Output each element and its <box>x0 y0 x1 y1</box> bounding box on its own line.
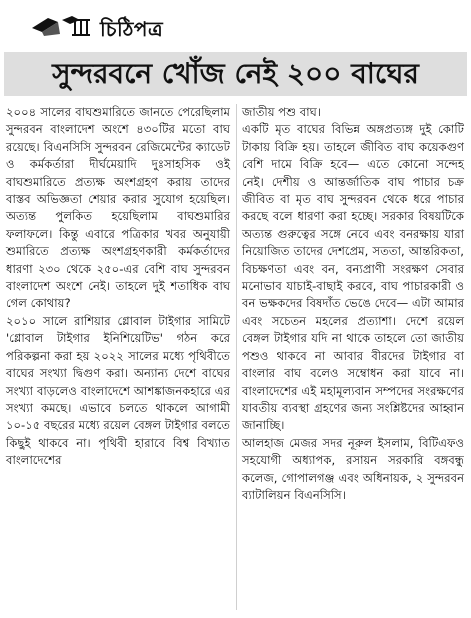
open-book-icon <box>30 14 92 38</box>
section-title: চিঠিপত্র <box>100 17 164 41</box>
paragraph: ২০০৪ সালের বাঘশুমারিতে জানতে পেরেছিলাম সুন্দরবন বাংলাদেশ অংশে ৪৩০টির মতো বাঘ রয়েছে। বিএনসিসি সুন্দরবন রেজিমেন্টের ক্যাডেট ও কর্মকর্তারা দীর্ঘমেয়াদি দুঃসাহসিক ওই বাঘশুমারিতে প্রত্যক্ষ অংশগ্রহণ করায় তাদের বাস্তব অভিজ্ঞতা শেয়ার করার সুযোগ হয়েছিল। অত্যন্ত পুলকিত হয়েছিলাম বাঘশুমারির ফলাফলে। কিন্তু এবারে পত্রিকার খবর অনুযায়ী শুমারিতে প্রত্যক্ষ অংশগ্রহণকারী কর্মকর্তাদের ধারণা ২৩০ থেকে ২৫০-এর বেশি বাঘ সুন্দরবন বাংলাদেশ অংশে নেই। তাহলে দুই শতাধিক বাঘ গেল কোথায়? <box>6 105 230 311</box>
article-column-left <box>6 104 230 470</box>
paragraph: ২০১০ সালে রাশিয়ার গ্লোবাল টাইগার সামিটে 'গ্লোবাল টাইগার ইনিশিয়েটিভ' গঠন করে পরিকল্পনা করা হয় ২০২২ সালের মধ্যে পৃথিবীতে বাঘের সংখ্যা দ্বিগুণ করা। অন্যান্য দেশে বাঘের সংখ্যা বাড়লেও বাংলাদেশে আশঙ্কাজনকহারে এর সংখ্যা কমছে। এভাবে চলতে থাকলে আগামী ১০-১৫ বছরের মধ্যে রয়েল বেঙ্গল টাইগার বলতে কিছুই থাকবে না। পৃথিবী হারাবে বিশ্ব বিখ্যাত বাংলাদেশের <box>6 313 230 468</box>
section-header <box>0 0 471 46</box>
paragraph: একটি মৃত বাঘের বিভিন্ন অঙ্গপ্রত্যঙ্গ দুই কোটি টাকায় বিক্রি হয়। তাহলে জীবিত বাঘ কয়েকগুণ বেশি দামে বিক্রি হবে— এতে কোনো সন্দেহ নেই। দেশীয় ও আন্তর্জাতিক বাঘ পাচার চক্র জীবিত বা মৃত বাঘ সুন্দরবন থেকে ধরে পাচার করছে বলে ধারণা করা হচ্ছে। সরকার বিষয়টিকে অত্যন্ত গুরুত্বের সঙ্গে নেবে এবং বনরক্ষায় যারা নিয়োজিত তাদের দেশপ্রেম, সততা, আন্তরিকতা, বিচক্ষণতা এবং বন, বন্যপ্রাণী সংরক্ষণ সেবার মনোভাব যাচাই-বাছাই করবে, বাঘ পাচারকারী ও বন ভক্ষকদের বিষদাঁত ভেঙে দেবে— এটা আমার এবং সচেতন মহলের প্রত্যাশা। দেশে রয়েল বেঙ্গল টাইগার যদি না থাকে তাহলে তো জাতীয় পশুও থাকবে না আবার বীরদের টাইগার বা বাংলার বাঘ বলেও সম্বোধন করা যাবে না। বাংলাদেশের এই মহামূল্যবান সম্পদের সংরক্ষণের যাবতীয় ব্যবস্থা গ্রহণের জন্য সংশ্লিষ্টদের আহ্বান জানাচ্ছি। <box>242 122 464 433</box>
article-column-right <box>242 104 464 504</box>
author-signature: আলহাজ মেজর সদর নূরুল ইসলাম, বিটিএফও সহযোগী অধ্যাপক, রসায়ন সরকারি বঙ্গবন্ধু কলেজ, গোপালগঞ্জ এবং অধিনায়ক, ২ সুন্দরবন ব্যাটালিয়ন বিএনসিসি। <box>242 435 464 502</box>
paragraph: জাতীয় পশু বাঘ। <box>242 105 321 119</box>
article-headline: সুন্দরবনে খোঁজ নেই ২০০ বাঘের <box>52 57 419 90</box>
column-divider <box>236 104 237 610</box>
